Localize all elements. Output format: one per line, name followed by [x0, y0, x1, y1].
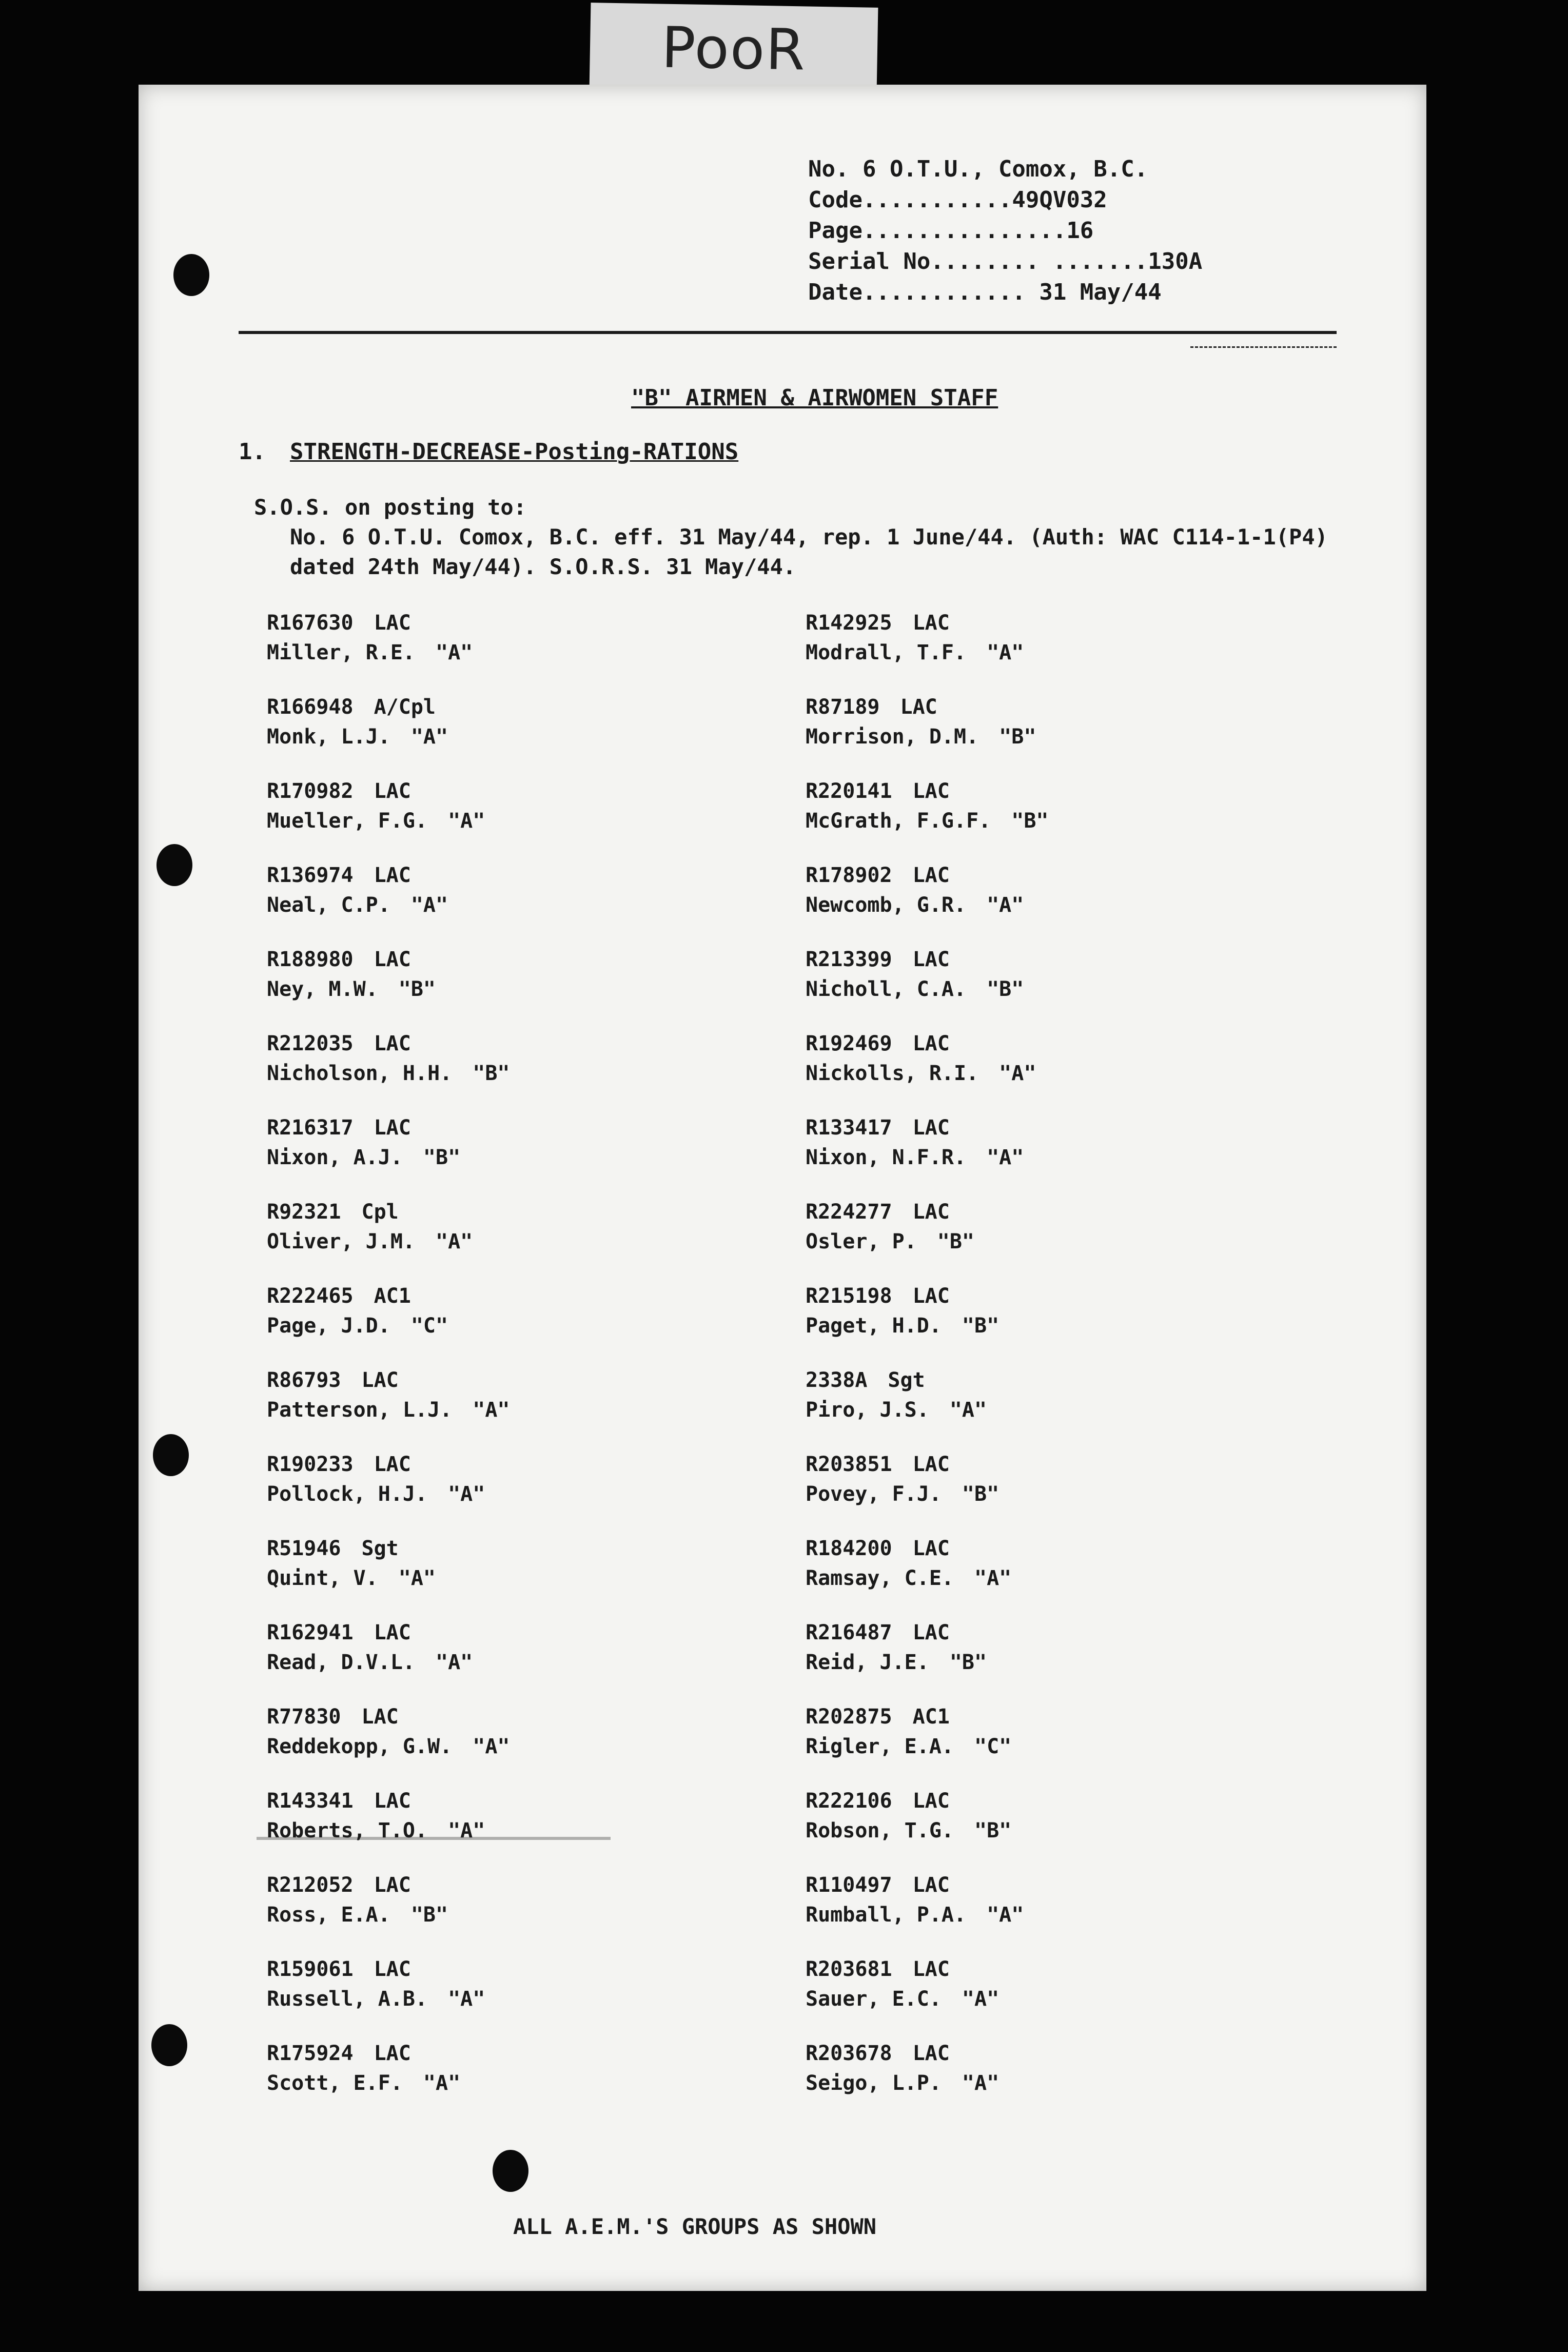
- group-letter: "A": [987, 893, 1024, 917]
- punch-hole: [151, 2024, 187, 2066]
- intro-line: S.O.S. on posting to:: [254, 495, 527, 520]
- group-letter: "A": [448, 1819, 485, 1843]
- rank: LAC: [374, 1789, 411, 1813]
- name-group: [806, 2068, 999, 2098]
- personnel-entry: [806, 860, 1024, 920]
- group-letter: "B": [410, 1903, 448, 1927]
- service-number: R212035: [267, 1032, 354, 1055]
- rank: LAC: [374, 779, 411, 803]
- service-number: R77830: [267, 1705, 341, 1729]
- rank: LAC: [912, 1789, 950, 1813]
- group-letter: "A": [448, 1482, 485, 1506]
- person-name: Pollock, H.J.: [267, 1482, 428, 1506]
- page-title: "B" AIRMEN & AIRWOMEN STAFF: [631, 385, 998, 411]
- service-number: R175924: [267, 2042, 354, 2065]
- service-number-rank: [806, 860, 1024, 890]
- service-number-rank: [267, 1029, 509, 1059]
- rank: LAC: [912, 1453, 950, 1476]
- rank: LAC: [374, 1453, 411, 1476]
- service-number-rank: [267, 1618, 473, 1648]
- service-number-rank: [267, 1113, 460, 1143]
- service-number-rank: [267, 1870, 448, 1900]
- group-letter: "B": [987, 977, 1024, 1001]
- person-name: Osler, P.: [806, 1230, 917, 1253]
- service-number-rank: [806, 1197, 974, 1227]
- group-letter: "A": [999, 1062, 1036, 1085]
- name-group: [806, 1395, 987, 1425]
- rank: LAC: [912, 1116, 950, 1140]
- service-number: R202875: [806, 1705, 892, 1729]
- name-group: [806, 1479, 999, 1509]
- rank: LAC: [361, 1705, 399, 1729]
- group-letter: "A": [987, 1146, 1024, 1169]
- name-group: [806, 1143, 1024, 1172]
- person-name: Povey, F.J.: [806, 1482, 942, 1506]
- service-number: R110497: [806, 1873, 892, 1897]
- name-group: [267, 1648, 473, 1677]
- personnel-entry: [806, 692, 1036, 752]
- name-group: [267, 1059, 509, 1088]
- service-number-rank: [806, 1365, 987, 1395]
- service-number-rank: [806, 776, 1048, 806]
- rank: LAC: [374, 864, 411, 887]
- group-letter: "A": [410, 725, 448, 749]
- service-number-rank: [806, 1618, 987, 1648]
- person-name: Sauer, E.C.: [806, 1987, 942, 2011]
- personnel-entry: [267, 1954, 485, 2014]
- rank: Sgt: [361, 1537, 399, 1560]
- rank: LAC: [374, 1873, 411, 1897]
- person-name: Quint, V.: [267, 1566, 378, 1590]
- service-number-rank: [267, 2039, 460, 2068]
- rank: LAC: [374, 1957, 411, 1981]
- personnel-entry: [806, 1618, 987, 1677]
- person-name: Nickolls, R.I.: [806, 1062, 979, 1085]
- personnel-entry: [806, 1113, 1024, 1172]
- name-group: [267, 2068, 460, 2098]
- rank: LAC: [912, 1957, 950, 1981]
- intro-line: dated 24th May/44). S.O.R.S. 31 May/44.: [290, 554, 796, 579]
- person-name: Roberts, T.O.: [267, 1819, 428, 1843]
- name-group: [806, 1732, 1011, 1761]
- intro-line: No. 6 O.T.U. Comox, B.C. eff. 31 May/44, rep. 1 June/44. (Auth: WAC C114-1-1(P4): [290, 524, 1328, 550]
- service-number-rank: [267, 608, 473, 638]
- person-name: Ney, M.W.: [267, 977, 378, 1001]
- section-number: 1.: [239, 439, 266, 465]
- name-group: [806, 1227, 974, 1257]
- name-group: [806, 638, 1024, 668]
- name-group: [806, 1563, 1011, 1593]
- rank: LAC: [912, 1537, 950, 1560]
- name-group: [267, 1311, 448, 1341]
- personnel-entry: [267, 2039, 460, 2098]
- service-number-rank: [806, 1954, 999, 1984]
- personnel-entry: [267, 1281, 448, 1341]
- name-group: [267, 638, 473, 668]
- service-number-rank: [806, 2039, 999, 2068]
- name-group: [267, 1479, 485, 1509]
- section-heading: STRENGTH-DECREASE-Posting-RATIONS: [290, 439, 739, 465]
- name-group: [806, 722, 1036, 752]
- service-number: R92321: [267, 1200, 341, 1224]
- service-number-rank: [267, 1954, 485, 1984]
- document-header: [808, 154, 1202, 308]
- name-group: [267, 890, 448, 920]
- rank: LAC: [374, 948, 411, 971]
- service-number: R142925: [806, 611, 892, 635]
- personnel-entry: [806, 608, 1024, 668]
- group-letter: "B": [999, 725, 1036, 749]
- group-letter: "B": [962, 1314, 999, 1338]
- service-number: R133417: [806, 1116, 892, 1140]
- personnel-entry: [267, 1029, 509, 1088]
- personnel-entry: [806, 1954, 999, 2014]
- name-group: [267, 806, 485, 836]
- group-letter: "A": [962, 1987, 999, 2011]
- person-name: Ramsay, C.E.: [806, 1566, 954, 1590]
- service-number-rank: [267, 692, 448, 722]
- rank: A/Cpl: [374, 695, 436, 719]
- service-number: R190233: [267, 1453, 354, 1476]
- service-number-rank: [267, 1702, 509, 1732]
- person-name: Neal, C.P.: [267, 893, 390, 917]
- group-letter: "A": [448, 1987, 485, 2011]
- person-name: Piro, J.S.: [806, 1398, 929, 1422]
- person-name: Rigler, E.A.: [806, 1735, 954, 1758]
- group-letter: "B": [398, 977, 436, 1001]
- service-number-rank: [806, 692, 1036, 722]
- personnel-entry: [806, 2039, 999, 2098]
- person-name: Russell, A.B.: [267, 1987, 428, 2011]
- person-name: Nixon, A.J.: [267, 1146, 403, 1169]
- group-letter: "B": [962, 1482, 999, 1506]
- header-rule: [239, 331, 1337, 334]
- personnel-entry: [806, 1197, 974, 1257]
- rank: LAC: [912, 779, 950, 803]
- person-name: Scott, E.F.: [267, 2071, 403, 2095]
- rank: LAC: [912, 611, 950, 635]
- rank: LAC: [374, 611, 411, 635]
- service-number: R222465: [267, 1284, 354, 1308]
- service-number: R170982: [267, 779, 354, 803]
- rank: LAC: [912, 864, 950, 887]
- person-name: McGrath, F.G.F.: [806, 809, 991, 833]
- group-letter: "A": [423, 2071, 461, 2095]
- service-number: R167630: [267, 611, 354, 635]
- person-name: Miller, R.E.: [267, 641, 415, 664]
- personnel-entry: [267, 776, 485, 836]
- group-letter: "A": [398, 1566, 436, 1590]
- punch-hole: [173, 254, 209, 296]
- rank: LAC: [374, 1032, 411, 1055]
- personnel-entry: [806, 1786, 1011, 1846]
- underline-smudge: [257, 1837, 611, 1840]
- footer-note: ALL A.E.M.'S GROUPS AS SHOWN: [513, 2214, 877, 2239]
- header-serial: Serial No........ .......130A: [808, 248, 1203, 275]
- group-letter: "B": [423, 1146, 461, 1169]
- personnel-entry: [267, 1702, 509, 1761]
- rank: Cpl: [361, 1200, 399, 1224]
- person-name: Nixon, N.F.R.: [806, 1146, 967, 1169]
- group-letter: "A": [448, 809, 485, 833]
- service-number-rank: [806, 1113, 1024, 1143]
- group-letter: "A": [435, 1651, 473, 1674]
- header-unit: No. 6 O.T.U., Comox, B.C.: [808, 156, 1148, 182]
- group-letter: "A": [435, 641, 473, 664]
- punch-hole: [156, 844, 192, 886]
- group-letter: "A": [435, 1230, 473, 1253]
- service-number-rank: [267, 945, 436, 974]
- person-name: Seigo, L.P.: [806, 2071, 942, 2095]
- person-name: Read, D.V.L.: [267, 1651, 415, 1674]
- rank: LAC: [912, 1621, 950, 1644]
- service-number-rank: [806, 1449, 999, 1479]
- name-group: [806, 1900, 1024, 1930]
- rank: LAC: [912, 1873, 950, 1897]
- person-name: Morrison, D.M.: [806, 725, 979, 749]
- personnel-entry: [806, 1870, 1024, 1930]
- name-group: [267, 722, 448, 752]
- service-number: R203678: [806, 2042, 892, 2065]
- personnel-entry: [267, 1870, 448, 1930]
- punch-hole: [493, 2150, 528, 2192]
- poor-copy-stamp: PooR: [590, 3, 878, 95]
- group-letter: "A": [473, 1398, 510, 1422]
- service-number: R192469: [806, 1032, 892, 1055]
- name-group: [806, 806, 1048, 836]
- name-group: [806, 974, 1024, 1004]
- rank: LAC: [912, 1284, 950, 1308]
- service-number: R184200: [806, 1537, 892, 1560]
- service-number: R86793: [267, 1368, 341, 1392]
- service-number: R203851: [806, 1453, 892, 1476]
- group-letter: "B": [974, 1819, 1012, 1843]
- punch-hole: [153, 1434, 189, 1476]
- service-number-rank: [267, 1534, 436, 1563]
- group-letter: "A": [987, 1903, 1024, 1927]
- person-name: Ross, E.A.: [267, 1903, 390, 1927]
- service-number-rank: [267, 1281, 448, 1311]
- service-number: R159061: [267, 1957, 354, 1981]
- service-number: R216317: [267, 1116, 354, 1140]
- name-group: [267, 1227, 473, 1257]
- service-number: R224277: [806, 1200, 892, 1224]
- personnel-entry: [267, 608, 473, 668]
- service-number-rank: [806, 945, 1024, 974]
- header-code: Code...........49QV032: [808, 187, 1107, 213]
- person-name: Paget, H.D.: [806, 1314, 942, 1338]
- rank: AC1: [912, 1705, 950, 1729]
- name-group: [806, 1059, 1036, 1088]
- service-number: R166948: [267, 695, 354, 719]
- name-group: [806, 890, 1024, 920]
- rank: Sgt: [888, 1368, 925, 1392]
- service-number-rank: [806, 1534, 1011, 1563]
- name-group: [267, 1563, 436, 1593]
- service-number-rank: [267, 1197, 473, 1227]
- rank: LAC: [374, 2042, 411, 2065]
- personnel-entry: [267, 692, 448, 752]
- person-name: Robson, T.G.: [806, 1819, 954, 1843]
- service-number: R188980: [267, 948, 354, 971]
- person-name: Nicholl, C.A.: [806, 977, 967, 1001]
- person-name: Reid, J.E.: [806, 1651, 929, 1674]
- person-name: Nicholson, H.H.: [267, 1062, 453, 1085]
- group-letter: "A": [987, 641, 1024, 664]
- rank: AC1: [374, 1284, 411, 1308]
- service-number: R215198: [806, 1284, 892, 1308]
- name-group: [267, 1395, 509, 1425]
- rank: LAC: [912, 1032, 950, 1055]
- group-letter: "B": [949, 1651, 987, 1674]
- person-name: Monk, L.J.: [267, 725, 390, 749]
- rank: LAC: [900, 695, 937, 719]
- name-group: [267, 974, 436, 1004]
- personnel-entry: [806, 1534, 1011, 1593]
- service-number-rank: [267, 1365, 509, 1395]
- group-letter: "A": [949, 1398, 987, 1422]
- service-number: R87189: [806, 695, 880, 719]
- personnel-entry: [267, 945, 436, 1004]
- personnel-entry: [806, 1702, 1011, 1761]
- service-number-rank: [267, 860, 448, 890]
- service-number: R213399: [806, 948, 892, 971]
- service-number: R178902: [806, 864, 892, 887]
- name-group: [267, 1143, 460, 1172]
- group-letter: "B": [1011, 809, 1049, 833]
- name-group: [806, 1311, 999, 1341]
- person-name: Rumball, P.A.: [806, 1903, 967, 1927]
- service-number-rank: [267, 1786, 485, 1816]
- name-group: [267, 1984, 485, 2014]
- service-number: R136974: [267, 864, 354, 887]
- name-group: [806, 1984, 999, 2014]
- rank: LAC: [374, 1116, 411, 1140]
- personnel-entry: [267, 860, 448, 920]
- service-number-rank: [806, 608, 1024, 638]
- service-number-rank: [806, 1029, 1036, 1059]
- service-number-rank: [806, 1702, 1011, 1732]
- name-group: [267, 1900, 448, 1930]
- personnel-entry: [267, 1449, 485, 1509]
- group-letter: "A": [974, 1566, 1012, 1590]
- person-name: Reddekopp, G.W.: [267, 1735, 453, 1758]
- name-group: [806, 1648, 987, 1677]
- header-rule-dashed: [1190, 346, 1337, 349]
- personnel-entry: [806, 1449, 999, 1509]
- service-number: R216487: [806, 1621, 892, 1644]
- service-number: R51946: [267, 1537, 341, 1560]
- service-number: R222106: [806, 1789, 892, 1813]
- rank: LAC: [912, 1200, 950, 1224]
- group-letter: "B": [937, 1230, 974, 1253]
- person-name: Mueller, F.G.: [267, 809, 428, 833]
- personnel-entry: [806, 945, 1024, 1004]
- personnel-entry: [267, 1113, 460, 1172]
- service-number: R162941: [267, 1621, 354, 1644]
- rank: LAC: [361, 1368, 399, 1392]
- service-number: R203681: [806, 1957, 892, 1981]
- name-group: [267, 1816, 485, 1846]
- service-number-rank: [806, 1870, 1024, 1900]
- personnel-entry: [806, 776, 1048, 836]
- group-letter: "A": [410, 893, 448, 917]
- person-name: Patterson, L.J.: [267, 1398, 453, 1422]
- header-page: Page...............16: [808, 218, 1094, 244]
- posting-intro: [254, 493, 1328, 582]
- personnel-entry: [267, 1197, 473, 1257]
- service-number-rank: [806, 1786, 1011, 1816]
- personnel-entry: [806, 1281, 999, 1341]
- service-number-rank: [806, 1281, 999, 1311]
- group-letter: "C": [410, 1314, 448, 1338]
- personnel-entry: [806, 1365, 987, 1425]
- rank: LAC: [374, 1621, 411, 1644]
- service-number-rank: [267, 776, 485, 806]
- personnel-entry: [267, 1534, 436, 1593]
- service-number: 2338A: [806, 1368, 868, 1392]
- rank: LAC: [912, 2042, 950, 2065]
- service-number: R143341: [267, 1789, 354, 1813]
- service-number-rank: [267, 1449, 485, 1479]
- person-name: Oliver, J.M.: [267, 1230, 415, 1253]
- name-group: [267, 1732, 509, 1761]
- group-letter: "C": [974, 1735, 1012, 1758]
- service-number: R212052: [267, 1873, 354, 1897]
- personnel-entry: [267, 1365, 509, 1425]
- document-page: [139, 85, 1426, 2291]
- personnel-entry: [806, 1029, 1036, 1088]
- group-letter: "A": [473, 1735, 510, 1758]
- service-number: R220141: [806, 779, 892, 803]
- name-group: [806, 1816, 1011, 1846]
- person-name: Modrall, T.F.: [806, 641, 967, 664]
- rank: LAC: [912, 948, 950, 971]
- person-name: Page, J.D.: [267, 1314, 390, 1338]
- person-name: Newcomb, G.R.: [806, 893, 967, 917]
- group-letter: "A": [962, 2071, 999, 2095]
- personnel-entry: [267, 1618, 473, 1677]
- group-letter: "B": [473, 1062, 510, 1085]
- header-date: Date............ 31 May/44: [808, 279, 1162, 305]
